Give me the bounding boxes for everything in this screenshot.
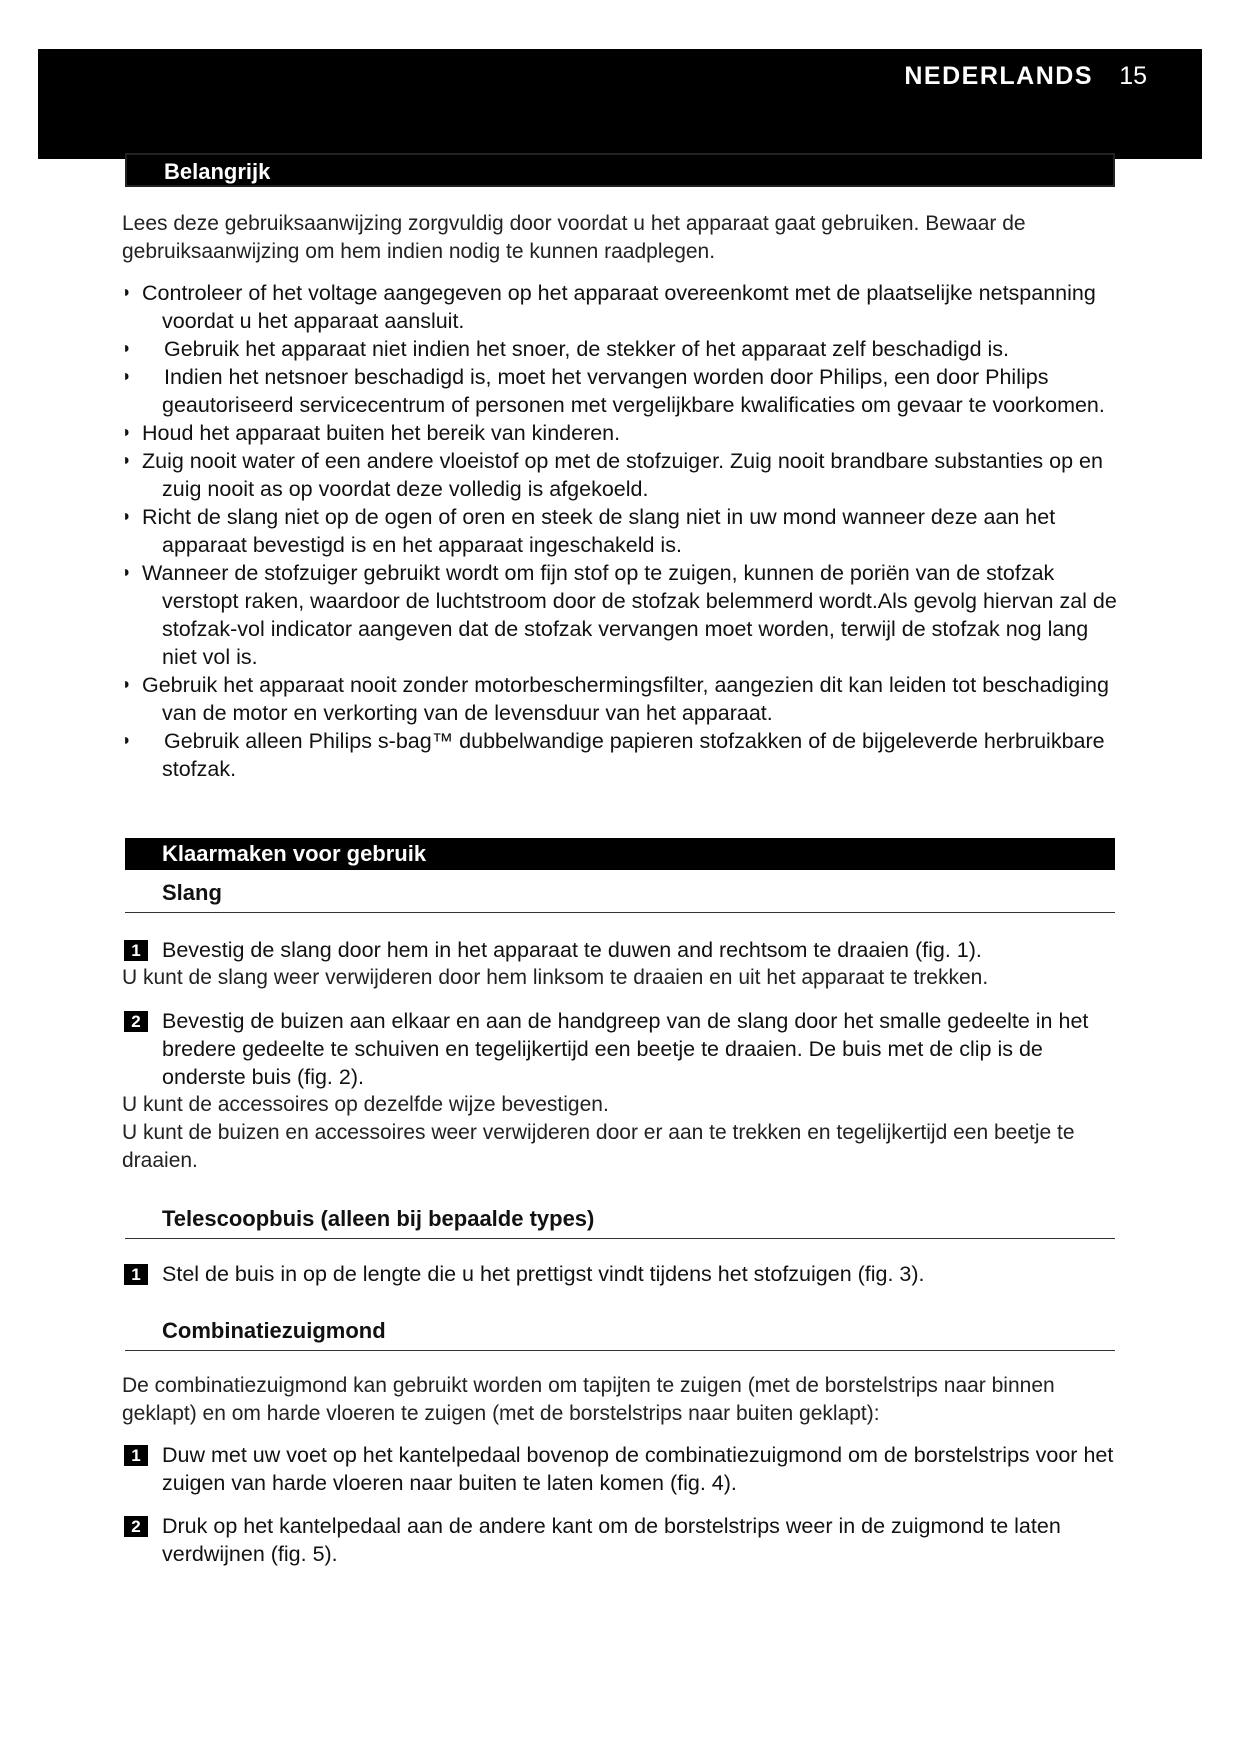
step-number-badge: 1 xyxy=(124,1264,148,1285)
note-slang-2: U kunt de accessoires op dezelfde wijze bevestigen. xyxy=(122,1093,609,1116)
divider xyxy=(125,912,1115,913)
bullet-marker-icon: ◗ xyxy=(122,368,132,385)
list-item: ◗ Wanneer de stofzuiger gebruikt wordt om fijn stof op te zuigen, kunnen de poriën van de stofzak verstopt raken, waardoor de luchtstroom door de stofzak belemmerd wordt.Als gevolg hiervan zal de stofzak-vol indicator aangeven dat de stofzak vervangen moet worden, terwijl de stofzak nog lang niet vol is. xyxy=(122,561,1117,669)
list-item: ◗ Gebruik het apparaat niet indien het snoer, de stekker of het apparaat zelf beschadigd is. xyxy=(122,337,1010,361)
subheading-slang: Slang xyxy=(162,880,222,905)
bullet-marker-icon: ◗ xyxy=(122,424,132,441)
step-number-badge: 1 xyxy=(124,1445,148,1466)
step-number-badge: 1 xyxy=(124,940,148,961)
bullet-marker-icon: ◗ xyxy=(122,284,132,301)
divider xyxy=(125,1238,1115,1239)
step-slang-1: 1 Bevestig de slang door hem in het apparaat te duwen and rechtsom te draaien (fig. 1). xyxy=(122,936,1122,964)
list-item: ◗ Indien het netsnoer beschadigd is, moet het vervangen worden door Philips, een door Philips geautoriseerd servicecentrum of personen met vergelijkbare kwalificaties om gevaar te voorkomen. xyxy=(122,365,1105,417)
bullet-marker-icon: ◗ xyxy=(122,564,132,581)
bullet-marker-icon: ◗ xyxy=(122,732,132,749)
warning-list xyxy=(122,279,1122,783)
list-item: ◗ Zuig nooit water of een andere vloeistof op met de stofzuiger. Zuig nooit brandbare substanties op en zuig nooit as op voordat deze volledig is afgekoeld. xyxy=(122,449,1103,501)
step-combi-2: 2 Druk op het kantelpedaal aan de andere kant om de borstelstrips weer in de zuigmond te laten verdwijnen (fig. 5). xyxy=(122,1512,1122,1568)
note-slang-1: U kunt de slang weer verwijderen door hem linksom te draaien en uit het apparaat te trekken. xyxy=(122,966,989,989)
bullet-marker-icon: ◗ xyxy=(122,452,132,469)
divider xyxy=(125,1350,1115,1351)
step-number-badge: 2 xyxy=(124,1516,148,1537)
step-telescoop-1: 1 Stel de buis in op de lengte die u het prettigst vindt tijdens het stofzuigen (fig. 3). xyxy=(122,1260,1122,1288)
section-title-belangrijk: Belangrijk xyxy=(125,153,1115,187)
page-number: 15 xyxy=(1119,62,1147,90)
list-item: ◗ Gebruik alleen Philips s-bag™ dubbelwandige papieren stofzakken of de bijgeleverde herbruikbare stofzak. xyxy=(122,729,1105,781)
bullet-marker-icon: ◗ xyxy=(122,508,132,525)
step-slang-2: 2 Bevestig de buizen aan elkaar en aan de handgreep van de slang door het smalle gedeelte in het bredere gedeelte te schuiven en tegelijkertijd een beetje te draaien. De buis met de clip is de onderste buis (fig. 2). xyxy=(122,1007,1122,1091)
subheading-combi: Combinatiezuigmond xyxy=(162,1318,386,1343)
language-title: NEDERLANDS xyxy=(904,62,1093,90)
belangrijk-intro: Lees deze gebruiksaanwijzing zorgvuldig door voordat u het apparaat gaat gebruiken. Bewaar de gebruiksaanwijzing om hem indien nodig te kunnen raadplegen. xyxy=(122,212,1026,263)
step-number-badge: 2 xyxy=(124,1011,148,1032)
list-item: ◗ Controleer of het voltage aangegeven op het apparaat overeenkomt met de plaatselijke netspanning voordat u het apparaat aansluit. xyxy=(122,281,1096,333)
combi-intro: De combinatiezuigmond kan gebruikt worden om tapijten te zuigen (met de borstelstrips naar binnen geklapt) en om harde vloeren te zuigen (met de borstelstrips naar buiten geklapt): xyxy=(122,1374,1055,1425)
section-title-klaarmaken: Klaarmaken voor gebruik xyxy=(125,838,1115,870)
list-item: ◗ Richt de slang niet op de ogen of oren en steek de slang niet in uw mond wanneer deze aan het apparaat bevestigd is en het apparaat ingeschakeld is. xyxy=(122,505,1056,557)
step-combi-1: 1 Duw met uw voet op het kantelpedaal bovenop de combinatiezuigmond om de borstelstrips voor het zuigen van harde vloeren naar buiten te laten komen (fig. 4). xyxy=(122,1441,1122,1497)
list-item: ◗ Houd het apparaat buiten het bereik van kinderen. xyxy=(122,421,621,445)
subheading-telescoop: Telescoopbuis (alleen bij bepaalde types) xyxy=(162,1206,595,1231)
bullet-marker-icon: ◗ xyxy=(122,676,132,693)
note-slang-3: U kunt de buizen en accessoires weer verwijderen door er aan te trekken en tegelijkertijd een beetje te draaien. xyxy=(122,1121,1075,1172)
bullet-marker-icon: ◗ xyxy=(122,340,132,357)
list-item: ◗ Gebruik het apparaat nooit zonder motorbeschermingsfilter, aangezien dit kan leiden tot beschadiging van de motor en verkorting van de levensduur van het apparaat. xyxy=(122,673,1109,725)
